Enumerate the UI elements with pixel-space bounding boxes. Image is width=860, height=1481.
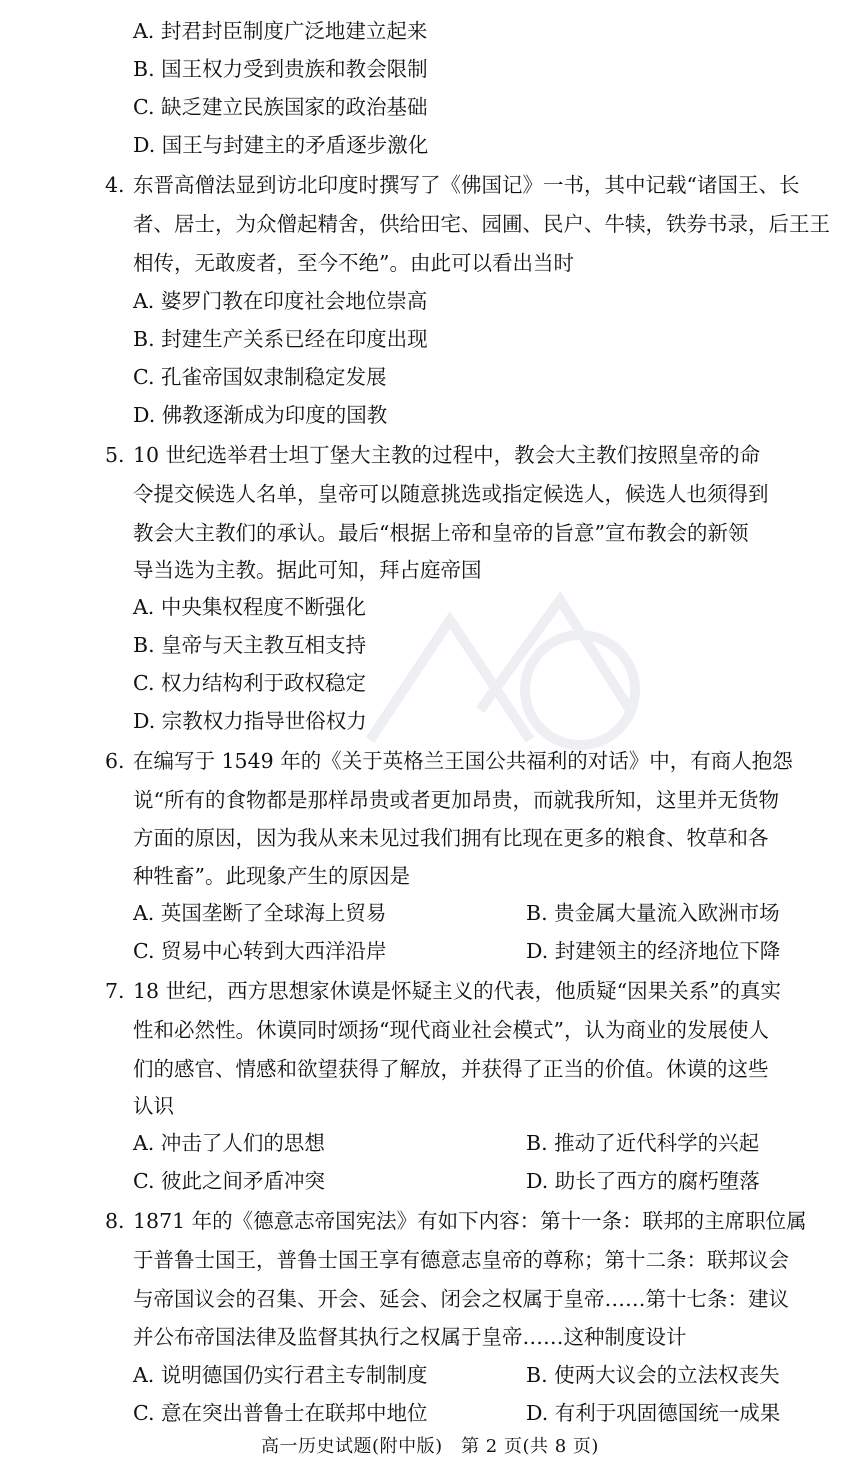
q7-option-c: C. 彼此之间矛盾冲突 (133, 1169, 325, 1193)
q8-option-b: B. 使两大议会的立法权丧失 (526, 1363, 780, 1387)
q4-stem-line-1: 4. 东晋高僧法显到访北印度时撰写了《佛国记》一书，其中记载“诸国王、长 (0, 166, 860, 204)
q5-stem-line-4: 导当选为主教。据此可知，拜占庭帝国 (133, 558, 482, 582)
q5-option-a: A. 中央集权程度不断强化 (133, 595, 366, 619)
q8-option-a: A. 说明德国仍实行君主专制制度 (133, 1363, 428, 1387)
q4-option-d: D. 佛教逐渐成为印度的国教 (133, 403, 388, 427)
q7-stem-line-1: 7. 18 世纪，西方思想家休谟是怀疑主义的代表，他质疑“因果关系”的真实 (0, 972, 860, 1010)
q4-option-a: A. 婆罗门教在印度社会地位崇高 (133, 289, 428, 313)
q7-option-d: D. 助长了西方的腐朽堕落 (526, 1169, 760, 1193)
q6-stem-line-2: 说“所有的食物都是那样昂贵或者更加昂贵，而就我所知，这里并无货物 (133, 788, 779, 812)
q3-option-a: A. 封君封臣制度广泛地建立起来 (133, 19, 428, 43)
q7-stem-line-4: 认识 (133, 1094, 174, 1118)
q3-option-d: D. 国王与封建主的矛盾逐步激化 (133, 133, 429, 157)
q5-stem-line-3: 教会大主教们的承认。最后“根据上帝和皇帝的旨意”宣布教会的新领 (133, 521, 749, 545)
q6-stem-line-1: 6. 在编写于 1549 年的《关于英格兰王国公共福利的对话》中，有商人抱怨 (0, 742, 860, 780)
q8-stem-line-1: 8. 1871 年的《德意志帝国宪法》有如下内容：第十一条：联邦的主席职位属 (0, 1202, 860, 1240)
q4-stem-line-3: 相传，无敢废者，至今不绝”。由此可以看出当时 (133, 251, 574, 275)
q7-number: 7. (105, 979, 125, 1003)
q8-stem-line-2: 于普鲁士国王，普鲁士国王享有德意志皇帝的尊称；第十二条：联邦议会 (133, 1248, 789, 1272)
q6-option-b: B. 贵金属大量流入欧洲市场 (526, 901, 780, 925)
q4-option-c: C. 孔雀帝国奴隶制稳定发展 (133, 365, 387, 389)
q4-option-b: B. 封建生产关系已经在印度出现 (133, 327, 428, 351)
q6-option-a: A. 英国垄断了全球海上贸易 (133, 901, 387, 925)
q5-option-d: D. 宗教权力指导世俗权力 (133, 709, 367, 733)
q7-option-a: A. 冲击了人们的思想 (133, 1131, 325, 1155)
page-footer: 高一历史试题(附中版) 第 2 页(共 8 页) (261, 1436, 599, 1457)
q8-stem-line-3: 与帝国议会的召集、开会、延会、闭会之权属于皇帝……第十七条：建议 (133, 1287, 789, 1311)
q8-option-c: C. 意在突出普鲁士在联邦中地位 (133, 1401, 428, 1425)
q8-options-row-1 (0, 1356, 860, 1394)
q6-number: 6. (105, 749, 125, 773)
q7-options-row-1 (0, 1124, 860, 1162)
q5-number: 5. (105, 443, 125, 467)
q7-stem-line-2: 性和必然性。休谟同时颂扬“现代商业社会模式”，认为商业的发展使人 (133, 1018, 769, 1042)
q6-options-row-1 (0, 894, 860, 932)
q3-option-b: B. 国王权力受到贵族和教会限制 (133, 57, 428, 81)
q6-options-row-2 (0, 932, 860, 970)
q6-stem-line-3: 方面的原因，因为我从来未见过我们拥有比现在更多的粮食、牧草和各 (133, 826, 769, 850)
q7-options-row-2 (0, 1162, 860, 1200)
q8-option-d: D. 有利于巩固德国统一成果 (526, 1401, 781, 1425)
q6-option-d: D. 封建领主的经济地位下降 (526, 939, 781, 963)
q5-stem-line-1: 5. 10 世纪选举君士坦丁堡大主教的过程中，教会大主教们按照皇帝的命 (0, 436, 860, 474)
q8-options-row-2 (0, 1394, 860, 1432)
q3-option-c: C. 缺乏建立民族国家的政治基础 (133, 95, 428, 119)
q5-stem-line-2: 令提交候选人名单，皇帝可以随意挑选或指定候选人，候选人也须得到 (133, 482, 769, 506)
q7-stem-line-3: 们的感官、情感和欲望获得了解放，并获得了正当的价值。休谟的这些 (133, 1057, 769, 1081)
q6-stem-line-4: 种牲畜”。此现象产生的原因是 (133, 864, 410, 888)
q8-number: 8. (105, 1209, 125, 1233)
q5-option-c: C. 权力结构利于政权稳定 (133, 671, 366, 695)
q4-number: 4. (105, 173, 125, 197)
q7-option-b: B. 推动了近代科学的兴起 (526, 1131, 760, 1155)
q4-stem-line-2: 者、居士，为众僧起精舍，供给田宅、园圃、民户、牛犊，铁券书录，后王王 (133, 212, 830, 236)
q5-option-b: B. 皇帝与天主教互相支持 (133, 633, 367, 657)
q8-stem-line-4: 并公布帝国法律及监督其执行之权属于皇帝……这种制度设计 (133, 1325, 687, 1349)
q6-option-c: C. 贸易中心转到大西洋沿岸 (133, 939, 387, 963)
